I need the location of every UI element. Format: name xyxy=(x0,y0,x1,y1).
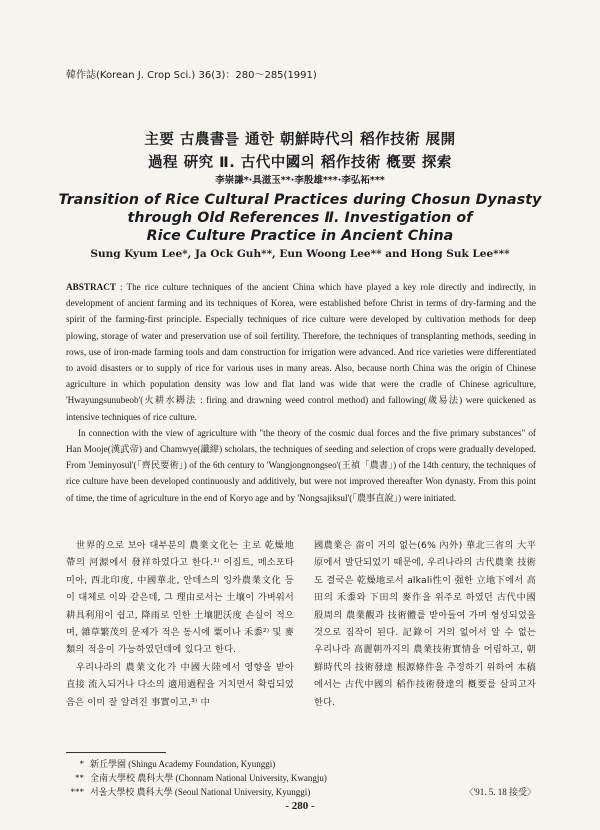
abstract xyxy=(66,279,536,506)
received-date: 〈'91. 5. 18 接受〉 xyxy=(464,787,536,797)
abstract-paragraph-2: In connection with the view of agriculture with "the theory of the cosmic dual forces and the five primary substances" of Han Mooje(漢武帝) and Chamwye(讖緯) scholars, the techniques of seeding and selection of crops were gradually developed. From 'Jeminyosul'(「齊民要術」) of the 6th century to 'Wangjongnongseo'(王禎「農書」) of the 14th century, the techniques of rice culture have been developed continuously and additively, but were not improved thereafter Won dynasty. From this point of time, the time of agriculture in the end of Koryo age and by 'Nongsajiksul'(「農事直說」) were initiated. xyxy=(66,427,536,503)
abstract-paragraph-1: ABSTRACT : The rice culture techniques of the ancient China which have played a key role directly and indirectly, in development of ancient farming and its techniques of Korea, were established before Christ in terms of dry-farming and the spirit of the farming-first principle. Especially techniques of rice culture were developed by cultivation methods for deep plowing, storage of water and preservation use of soil fertility. Therefore, the techniques of transplanting methods, seeding in rows, use of iron-made farming tools and dam construction for irrigation were advanced. And rice varieties were differentiated to avoid disasters or to supply of rice for various uses in many areas. Also, because north China was the origin of Chinese agriculture in which population density was low and flat land was wide that were the cradle of Chinese agriculture, 'Hwayungsunubeob'(火耕水耨法 : firing and drawning weed control method) and fallowing(歲易法) were quickened as intensive techniques of rice culture. xyxy=(66,282,536,422)
journal-reference: 韓作誌(Korean J. Crop Sci.) 36(3)：280～285(1991) xyxy=(66,70,317,81)
english-title-line1: Transition of Rice Cultural Practices during Chosun Dynasty xyxy=(58,192,542,208)
body-paragraph: 우리나라의 農業文化가 中國大陸에서 영향을 받아 直接 流入되거나 다소의 適用過程을 거치면서 확립되었음은 이미 잘 알려진 事實이고,³⁾ 中 xyxy=(66,661,294,708)
english-authors: Sung Kyum Lee*, Ja Ock Guh**, Eun Woong Lee** and Hong Suk Lee*** xyxy=(90,248,510,260)
english-title-line2: through Old References Ⅱ. Investigation of xyxy=(127,210,473,226)
korean-title-line2: 過程 硏究 Ⅱ. 古代中國의 稻作技術 槪要 探索 xyxy=(148,155,452,171)
footnote-item: *** 서울大學校 農科大學 (Seoul National University, Kyunggi) xyxy=(70,787,311,797)
english-title-line3: Rice Culture Practice in Ancient China xyxy=(146,228,454,244)
footnote-divider xyxy=(66,752,166,753)
footnotes xyxy=(66,757,536,799)
korean-title-line1: 主要 古農書를 通한 朝鮮時代의 稻作技術 展開 xyxy=(144,132,456,148)
body-right-column xyxy=(314,537,536,711)
body-left-column xyxy=(66,537,294,711)
body-paragraph: 國農業은 畓이 거의 없는(6% 內外) 華北三省의 大平原에서 발단되었기 때문에, 우리나라의 古代農業 技術도 결국은 乾燥地로서 alkali性이 强한 立地下에서 高田의 禾黍와 下田의 麥作을 위주로 하였던 古代中國 殷周의 農業觀과 技術體를 받아들여 가며 형성되었을 것으로 짐작이 된다. 記錄이 거의 없어서 알 수 없는 우리나라 高麗朝까지의 農業技術實情을 어림하고, 朝鮮時代의 技術發達 根源條件을 추정하기 위하여 本稿에서는 古代中國의 稻作技術發達의 槪要를 살피고자 한다. xyxy=(314,540,536,708)
abstract-text-1: The rice culture techniques of the ancient China which have played a key role directly and indirectly, in development of ancient farming and its techniques of Korea, were established before Christ in terms of dry-farming and the spirit of the farming-first principle. Especially techniques of rice culture were developed by cultivation methods for deep plowing, storage of water and preservation use of soil fertility. Therefore, the techniques of transplanting methods, seeding in rows, use of iron-made farming tools and dam construction for irrigation were advanced. And rice varieties were differentiated to avoid disasters or to supply of rice for various uses in many areas. Also, because north China was the origin of Chinese agriculture in which population density was low and flat land was wide that were the cradle of Chinese agriculture, 'Hwayungsunubeob'(火耕水耨法 : firing and drawning weed control method) and fallowing(歲易法) were quickened as intensive techniques of rice culture. xyxy=(66,282,536,422)
footnote-item: ** 全南大學校 農科大學 (Chonnam National University, Kwangju) xyxy=(75,773,327,783)
abstract-label: ABSTRACT xyxy=(66,282,117,292)
body-paragraph: 世界的으로 보아 대부분의 農業文化는 主로 乾燥地帶의 河源에서 發祥하였다고 한다.¹⁾ 이집트, 메소포타미아, 西北印度, 中國華北, 안데스의 잉카農業文化 등이 대체로 이와 같은데, 그 理由로서는 土壤이 가벼워서 耕具利用이 쉽고, 降雨로 인한 土壤肥沃度 손실이 적으며, 雜草繁茂의 문제가 적은 동시에 粟이나 禾黍²⁾ 및 麥類의 적응이 가능하였던데에 있다고 한다. xyxy=(66,540,294,656)
page-number: - 280 - xyxy=(285,800,315,812)
footnote-item: * 新丘學園 (Shingu Academy Foundation, Kyunggi) xyxy=(79,759,276,769)
korean-authors: 李崇謙*·具滋玉**·李殷雄***·李弘袥*** xyxy=(215,175,385,186)
